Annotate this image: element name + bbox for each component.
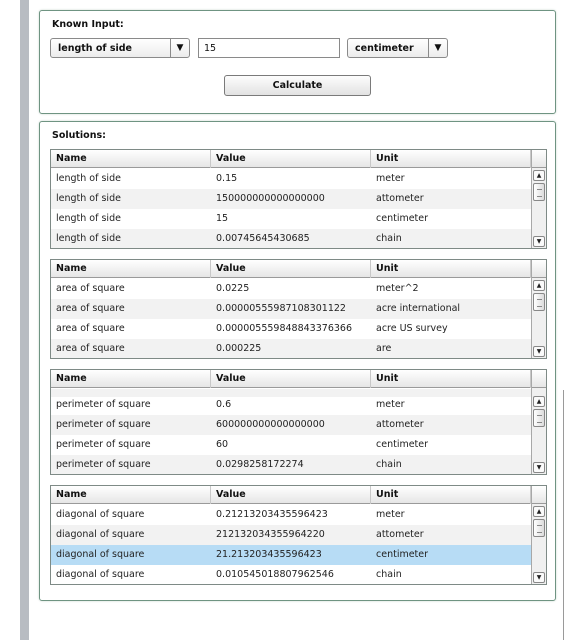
chevron-down-icon[interactable]: ▼	[428, 39, 447, 57]
cell-name: area of square	[56, 323, 125, 334]
column-header-name[interactable]: Name	[51, 260, 211, 278]
column-header-unit[interactable]: Unit	[371, 486, 531, 504]
cell-unit: centimeter	[376, 549, 429, 560]
cell-value: 0.0298258172274	[216, 459, 304, 470]
cell-value: 15	[216, 213, 229, 224]
cell-unit: meter^2	[376, 283, 419, 294]
cell-value: 0.00000555987108301122	[216, 303, 346, 314]
column-header-name[interactable]: Name	[51, 486, 211, 504]
frame-edge	[563, 390, 564, 640]
cell-unit: chain	[376, 233, 402, 244]
cell-name: perimeter of square	[56, 439, 151, 450]
results-grid-length	[50, 149, 547, 249]
cell-value: 0.6	[216, 399, 232, 410]
cell-name: perimeter of square	[56, 459, 151, 470]
cell-unit: chain	[376, 569, 402, 580]
cell-unit: attometer	[376, 529, 424, 540]
scrollbar-header	[532, 260, 546, 278]
cell-unit: centimeter	[376, 439, 429, 450]
grid-header	[51, 370, 531, 388]
solutions-panel	[39, 121, 556, 601]
cell-name: perimeter of square	[56, 419, 151, 430]
cell-value: 150000000000000000	[216, 193, 325, 204]
cell-value: 0.212132034355964​23	[216, 509, 328, 520]
table-row[interactable]	[51, 209, 531, 229]
column-header-value[interactable]: Value	[211, 150, 371, 168]
cell-name: diagonal of square	[56, 569, 145, 580]
cell-name: perimeter of square	[56, 399, 151, 410]
table-row-selected[interactable]	[51, 545, 531, 565]
table-row[interactable]	[51, 395, 531, 415]
column-header-name[interactable]: Name	[51, 370, 211, 388]
scrollbar-header	[532, 370, 546, 388]
scrollbar-thumb[interactable]	[533, 183, 545, 201]
cell-value: 0.010545018807962546	[216, 569, 334, 580]
unit-dropdown-value: centimeter	[355, 43, 414, 54]
cell-name: length of side	[56, 213, 121, 224]
triangle-up-icon[interactable]: ▲	[533, 280, 545, 291]
cell-name: length of side	[56, 233, 121, 244]
table-row[interactable]	[51, 415, 531, 435]
cell-value: 0.0225	[216, 283, 250, 294]
scrollbar-thumb[interactable]	[533, 519, 545, 537]
grid-header	[51, 486, 531, 504]
cell-value: 21.213203435596423	[216, 549, 322, 560]
column-header-value[interactable]: Value	[211, 486, 371, 504]
cell-unit: meter	[376, 509, 405, 520]
cell-name: length of side	[56, 173, 121, 184]
cell-value: 0.00745645430685	[216, 233, 310, 244]
triangle-up-icon[interactable]: ▲	[533, 396, 545, 407]
column-header-name[interactable]: Name	[51, 150, 211, 168]
table-row[interactable]	[51, 455, 531, 475]
unit-dropdown[interactable]	[347, 38, 448, 58]
column-header-unit[interactable]: Unit	[371, 260, 531, 278]
triangle-down-icon[interactable]: ▼	[533, 572, 545, 583]
cell-value: 0.000225	[216, 343, 262, 354]
cell-name: area of square	[56, 343, 125, 354]
results-grid-area	[50, 259, 547, 359]
table-row[interactable]	[51, 505, 531, 525]
column-header-value[interactable]: Value	[211, 260, 371, 278]
cell-value: 0.15	[216, 173, 238, 184]
table-row[interactable]	[51, 565, 531, 585]
cell-name: area of square	[56, 283, 125, 294]
table-row[interactable]	[51, 339, 531, 359]
grid-header	[51, 260, 531, 278]
table-row[interactable]	[51, 229, 531, 249]
cell-unit: attometer	[376, 419, 424, 430]
cell-unit: acre US survey	[376, 323, 448, 334]
cell-name: diagonal of square	[56, 509, 145, 520]
known-input-panel	[39, 10, 556, 114]
table-row[interactable]	[51, 189, 531, 209]
chevron-down-icon[interactable]: ▼	[170, 39, 189, 57]
table-row[interactable]	[51, 319, 531, 339]
cell-name: diagonal of square	[56, 529, 145, 540]
column-header-unit[interactable]: Unit	[371, 150, 531, 168]
triangle-down-icon[interactable]: ▼	[533, 346, 545, 357]
scrollbar-header	[532, 150, 546, 168]
table-row[interactable]	[51, 435, 531, 455]
results-grid-diagonal	[50, 485, 547, 585]
triangle-down-icon[interactable]: ▼	[533, 236, 545, 247]
left-rail	[20, 0, 29, 640]
quantity-dropdown-value: length of side	[58, 43, 132, 54]
cell-value: 600000000000000000	[216, 419, 325, 430]
table-row[interactable]	[51, 299, 531, 319]
vertical-scrollbar[interactable]	[531, 260, 546, 358]
grid-header	[51, 150, 531, 168]
table-row[interactable]	[51, 169, 531, 189]
cell-name: area of square	[56, 303, 125, 314]
scrollbar-header	[532, 486, 546, 504]
cell-value: 212132034355964220	[216, 529, 325, 540]
column-header-value[interactable]: Value	[211, 370, 371, 388]
column-header-unit[interactable]: Unit	[371, 370, 531, 388]
cell-value: 0.00000555984884337636​6	[216, 323, 352, 334]
table-row[interactable]	[51, 279, 531, 299]
known-input-title: Known Input:	[52, 19, 124, 30]
cell-unit: meter	[376, 173, 405, 184]
cell-value: 60	[216, 439, 229, 450]
quantity-dropdown[interactable]	[50, 38, 190, 58]
cell-unit: meter	[376, 399, 405, 410]
cell-unit: are	[376, 343, 392, 354]
cell-unit: attometer	[376, 193, 424, 204]
vertical-scrollbar[interactable]	[531, 486, 546, 584]
triangle-up-icon[interactable]: ▲	[533, 506, 545, 517]
cell-name: length of side	[56, 193, 121, 204]
results-grid-perimeter	[50, 369, 547, 475]
triangle-up-icon[interactable]: ▲	[533, 170, 545, 181]
cell-unit: acre international	[376, 303, 461, 314]
scrollbar-thumb[interactable]	[533, 293, 545, 311]
table-row[interactable]	[51, 525, 531, 545]
calculate-button[interactable]: Calculate	[224, 75, 371, 96]
value-input[interactable]	[198, 38, 340, 58]
scrollbar-thumb[interactable]	[533, 409, 545, 427]
cell-unit: centimeter	[376, 213, 429, 224]
cell-unit: chain	[376, 459, 402, 470]
cell-name: diagonal of square	[56, 549, 145, 560]
solutions-title: Solutions:	[52, 130, 106, 141]
triangle-down-icon[interactable]: ▼	[533, 462, 545, 473]
vertical-scrollbar[interactable]	[531, 150, 546, 248]
vertical-scrollbar[interactable]	[531, 370, 546, 474]
